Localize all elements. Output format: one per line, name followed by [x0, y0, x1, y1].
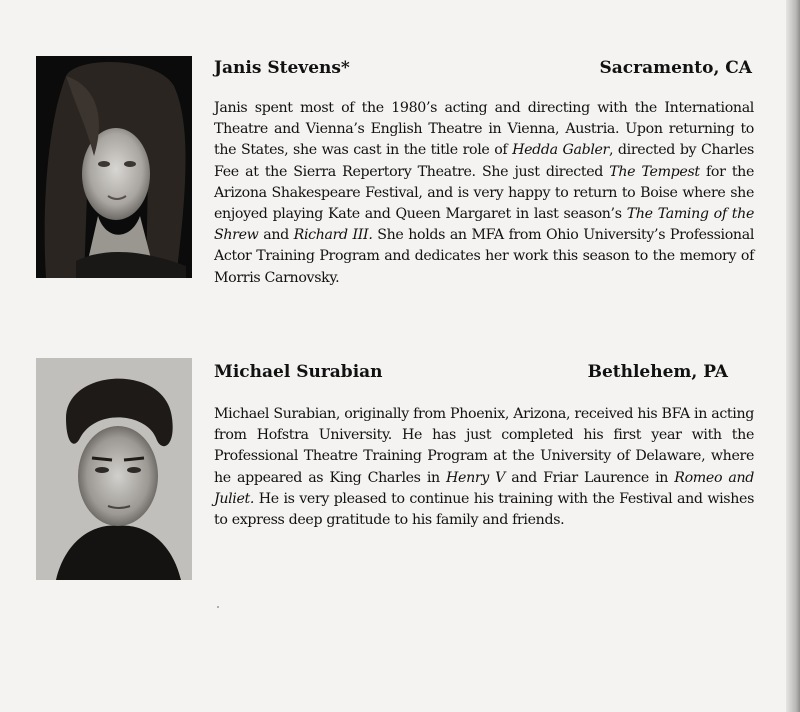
bio-text-run: He is very pleased to continue his training with the Festival and wishes to express deep gratitude to his family and friends.	[214, 490, 754, 529]
person-location: Bethlehem, PA	[587, 362, 728, 382]
italic-title: Henry V	[446, 469, 506, 486]
paper-speck	[217, 606, 219, 608]
bio-text-run: She holds an MFA from Ohio University’s Professional Actor Training Program and dedicates her work this season to the memory of Morris Carnovsky.	[214, 227, 755, 286]
italic-title: Romeo and Juliet.	[214, 469, 754, 507]
person-location: Sacramento, CA	[599, 58, 752, 78]
bio-text-run: Michael Surabian, originally from Phoenix, Arizona, received his BFA in acting from Hofstra University. He has just completed his first year with the Professional Theatre Training Program at the University of Delaware, where he appeared as King Charles in	[214, 406, 754, 486]
headshot-photo-janis-stevens	[36, 56, 192, 278]
person-bio	[214, 404, 754, 531]
bio-text-run: for the Arizona Shakespeare Festival, and is very happy to return to Boise where she enjoyed playing Kate and Queen Margaret in last season’s	[214, 163, 755, 223]
italic-title: The Tempest	[609, 163, 700, 180]
bio-text-run: and	[258, 227, 294, 244]
page-binding-edge	[786, 0, 800, 712]
bio-text-run: and Friar Laurence in	[505, 469, 675, 486]
person-name: Michael Surabian	[214, 362, 383, 382]
italic-title: Richard III.	[293, 227, 373, 244]
person-bio	[214, 98, 754, 289]
italic-title: The Taming of the Shrew	[214, 206, 754, 244]
person-name: Janis Stevens*	[214, 58, 350, 78]
bio-text-run: Janis spent most of the 1980’s acting and directing with the International Theatre and Vienna’s English Theatre in Vienna, Austria. Upon returning to the States, she was cast in the title role of	[214, 100, 754, 159]
bio-text-run: , directed by Charles Fee at the Sierra Repertory Theatre. She just directed	[214, 142, 754, 180]
italic-title: Hedda Gabler	[512, 142, 609, 159]
headshot-photo-michael-surabian	[36, 358, 192, 580]
